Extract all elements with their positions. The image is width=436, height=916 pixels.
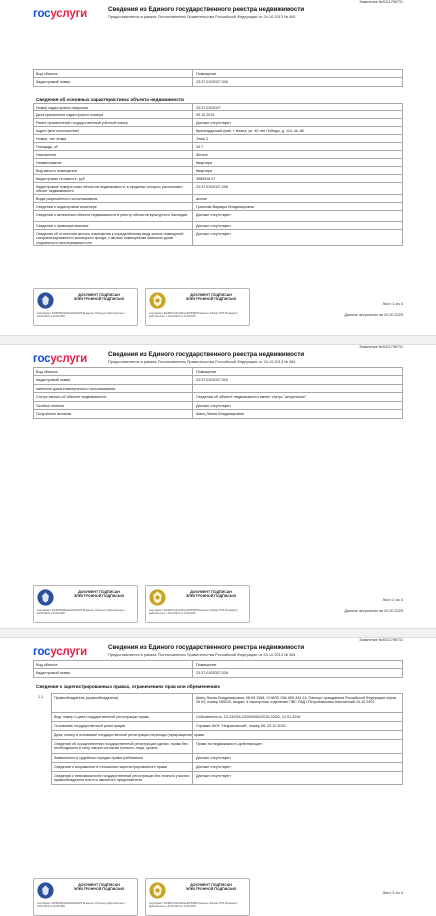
column-divider bbox=[192, 731, 193, 739]
document-title: Сведения из Единого государственного реестра недвижимости bbox=[108, 351, 305, 358]
column-divider bbox=[192, 763, 193, 771]
coat-of-arms-icon bbox=[149, 589, 166, 606]
table-row bbox=[33, 660, 403, 669]
coat-of-arms-icon bbox=[37, 882, 54, 899]
column-divider bbox=[192, 754, 193, 762]
column-divider bbox=[192, 669, 193, 677]
data-actual-date: Данные актуальны на 20.00.2025 bbox=[344, 313, 403, 317]
item-number: 1.1 bbox=[38, 695, 44, 699]
signature-stamps bbox=[33, 288, 263, 326]
column-divider bbox=[192, 410, 193, 418]
field-label: Сведения об отнесении жилого помещения к определённому виду жилых помещений специализированного жилищного фонда, к жилым помещениям наемного дома социального использования или bbox=[36, 231, 184, 245]
field-label: Заявленные в судебном порядке права требования bbox=[54, 755, 143, 760]
column-divider bbox=[192, 722, 193, 730]
sheet-3 bbox=[0, 638, 436, 909]
field-value: Сведения об объекте недвижимости имеют статус "актуальные" bbox=[196, 394, 307, 399]
signature-stamps bbox=[33, 585, 263, 623]
table-row bbox=[33, 230, 403, 246]
statement-number: Заявление №5311798731 bbox=[359, 638, 403, 642]
field-value: Грязнова Варвара Владимировна bbox=[196, 204, 254, 209]
table-row bbox=[33, 167, 403, 175]
field-label: Виды разрешённого использования bbox=[36, 196, 98, 201]
column-divider bbox=[192, 159, 193, 166]
page-number: Лист 1 из 4 bbox=[382, 301, 403, 306]
table-row bbox=[33, 393, 403, 402]
column-divider bbox=[192, 713, 193, 721]
field-value: 23:37:0102027:258 bbox=[196, 184, 228, 189]
field-label: Особые отметки bbox=[36, 403, 65, 408]
table-row bbox=[51, 763, 403, 772]
field-label: Вид объекта bbox=[36, 662, 58, 667]
table-row bbox=[33, 195, 403, 203]
signature-stamps bbox=[33, 878, 263, 909]
coat-of-arms-icon bbox=[37, 589, 54, 606]
table-row bbox=[33, 175, 403, 183]
sheet-1 bbox=[0, 0, 436, 335]
field-value: 23:37:0102027 bbox=[196, 105, 221, 110]
field-value: Собственность, 23-23/026-23/026/063/2015-325/2, 12.01.2016 bbox=[196, 714, 301, 719]
gosuslugi-logo: госуслуги bbox=[33, 8, 88, 20]
field-label: Кадастровая стоимость, руб bbox=[36, 176, 85, 181]
field-value: Данные отсутствуют bbox=[196, 773, 231, 778]
field-label: Вид объекта bbox=[36, 71, 58, 76]
signature-stamp-rosreestr: ДОКУМЕНТ ПОДПИСАН ЭЛЕКТРОННОЙ ПОДПИСЬЮ Сертификат: 6f1d9fb7b4bc22bb1e4b1f539f5 Владелец: Филиал ППК Роскадастр Действителен: с 20.03.2024 по 13.06.2025 bbox=[145, 585, 250, 623]
column-divider bbox=[192, 111, 193, 118]
page-separator bbox=[0, 628, 436, 638]
column-divider bbox=[192, 230, 193, 245]
signature-stamp-fns: ДОКУМЕНТ ПОДПИСАН ЭЛЕКТРОННОЙ ПОДПИСЬЮ Сертификат: 01f3f35b5d2bc8efa0f3e5cf3f Владелец: Росреестр Действителен: с 03.06.2024 по 29.08.2025 bbox=[33, 585, 138, 623]
field-label: Правообладатель (правообладатели) bbox=[54, 695, 119, 700]
field-value: Данные отсутствуют bbox=[196, 755, 231, 760]
coat-of-arms-icon bbox=[37, 292, 54, 309]
field-label: Дата, номер и основание государственной регистрации перехода (прекращения) права bbox=[54, 732, 204, 737]
field-value: Этаж 3 bbox=[196, 136, 208, 141]
column-divider bbox=[192, 183, 193, 194]
table-row bbox=[51, 713, 403, 722]
table-row bbox=[33, 367, 403, 376]
field-label: Кадастровый номер bbox=[36, 670, 71, 675]
field-label: Сведения об осуществлении государственной регистрации сделки, права без необходимого в силу закона согласия третьего лица, органа bbox=[54, 741, 188, 751]
table-row bbox=[33, 385, 403, 393]
field-value: Данные отсутствуют bbox=[196, 764, 231, 769]
field-label: Сведения о невозможности государственной регистрации без личного участия правообладателя или его законного представителя bbox=[54, 773, 190, 783]
field-value: Справка ЖСК "Некрасовский", номер 68, 23.12.2015 bbox=[196, 723, 286, 728]
field-label: Сведения о возражении в отношении зарегистрированного права bbox=[54, 764, 167, 769]
field-value: Швец Лилия Владимировна bbox=[196, 411, 244, 416]
field-label: Ранее присвоенный государственный учётный номер bbox=[36, 120, 128, 125]
document-subtitle: Предоставляется в рамках Постановления Правительства Российской Федерации от 24.10.2013 № 861 bbox=[108, 652, 296, 657]
column-divider bbox=[192, 368, 193, 375]
table-row bbox=[33, 669, 403, 678]
field-label: Адрес (местоположение) bbox=[36, 128, 79, 133]
field-value: Данные отсутствуют bbox=[196, 231, 231, 236]
field-value: Право на недвижимость действующее bbox=[196, 741, 262, 746]
field-value: 23:37:0102027:326 bbox=[196, 670, 228, 675]
field-value: Швец Лилия Владимировна, 08.09.1958, СНИЛС 036-059-344 24, Паспорт гражданина Российской Федерации серия 30 03, номер 265220, выдан: 4 паспортное отделение ПВС УВД г.Петропавловск-Камчатский 24.10.2003 bbox=[196, 695, 397, 705]
field-value: 23:37:0102027:326 bbox=[196, 377, 228, 382]
table-row bbox=[51, 731, 403, 740]
field-value: Квартира bbox=[196, 168, 212, 173]
coat-of-arms-icon bbox=[149, 882, 166, 899]
signature-stamp-fns: ДОКУМЕНТ ПОДПИСАН ЭЛЕКТРОННОЙ ПОДПИСЬЮ Сертификат: 01f3f35b5d2bc8efa0f3e5cf3f Владелец: Росреестр Действителен: с 03.06.2024 по 29.08.2025 bbox=[33, 878, 138, 916]
document-title: Сведения из Единого государственного реестра недвижимости bbox=[108, 6, 305, 13]
field-label: Основание государственной регистрации bbox=[54, 723, 126, 728]
column-divider bbox=[192, 151, 193, 158]
column-divider bbox=[192, 127, 193, 134]
field-value: Помещение bbox=[196, 369, 217, 374]
field-label: Площадь, м² bbox=[36, 144, 58, 149]
field-value: Помещение bbox=[196, 662, 217, 667]
column-divider bbox=[192, 104, 193, 110]
field-value: Помещение bbox=[196, 71, 217, 76]
field-label: Сведения о включении объекта недвижимости в реестр объектов культурного наследия bbox=[36, 212, 188, 217]
field-value: Краснодарский край, г. Анапа, ул. 40 лет Победы, д. 114, кв. 68 bbox=[196, 128, 304, 133]
column-divider bbox=[192, 393, 193, 401]
column-divider bbox=[192, 385, 193, 392]
field-value: жилое bbox=[196, 196, 207, 201]
data-actual-date: Данные актуальны на 20.00.2025 bbox=[344, 609, 403, 613]
field-value: 23:37:0102027:326 bbox=[196, 79, 228, 84]
document-title: Сведения из Единого государственного реестра недвижимости bbox=[108, 644, 305, 651]
table-row bbox=[33, 151, 403, 159]
section-title: Сведения об основных характеристиках объекта недвижимости bbox=[36, 97, 184, 102]
column-divider bbox=[192, 119, 193, 126]
statement-number: Заявление №5311798731 bbox=[359, 0, 403, 4]
field-value: 34.7 bbox=[196, 144, 204, 149]
table-row bbox=[33, 69, 403, 78]
table-row bbox=[33, 183, 403, 195]
field-value: 09.12.2015 bbox=[196, 112, 215, 117]
table-row bbox=[33, 135, 403, 143]
table-row bbox=[33, 78, 403, 87]
table-row bbox=[33, 211, 403, 222]
field-value: Квартира bbox=[196, 160, 212, 165]
table-row bbox=[33, 410, 403, 419]
field-value: Жилое bbox=[196, 152, 208, 157]
page-separator bbox=[0, 335, 436, 345]
field-label: Номер кадастрового квартала bbox=[36, 105, 88, 110]
column-divider bbox=[192, 167, 193, 174]
table-row bbox=[33, 119, 403, 127]
column-divider bbox=[192, 175, 193, 182]
table-row bbox=[33, 402, 403, 410]
gosuslugi-logo: госуслуги bbox=[33, 353, 88, 365]
section-title: Сведения о зарегистрированных правах, ограничениях прав или обременениях bbox=[36, 684, 220, 689]
page-number: Лист 2 из 4 bbox=[382, 597, 403, 602]
column-divider bbox=[192, 143, 193, 150]
field-value: 3989518.47 bbox=[196, 176, 216, 181]
column-divider bbox=[192, 740, 193, 753]
column-divider bbox=[192, 195, 193, 202]
column-divider bbox=[192, 203, 193, 210]
field-label: Кадастровый номер bbox=[36, 79, 71, 84]
column-divider bbox=[192, 222, 193, 229]
field-label: Дата присвоения кадастрового номера bbox=[36, 112, 103, 117]
signature-stamp-fns: ДОКУМЕНТ ПОДПИСАН ЭЛЕКТРОННОЙ ПОДПИСЬЮ Сертификат: 01f3f35b5d2bc8efa0f3e5cf3f Владелец: Росреестр Действителен: с 03.06.2024 по 29.08.2025 bbox=[33, 288, 138, 326]
statement-number: Заявление №5311798731 bbox=[359, 345, 403, 349]
table-row bbox=[33, 111, 403, 119]
column-divider bbox=[192, 211, 193, 221]
field-label: Номер, тип этажа bbox=[36, 136, 67, 141]
column-divider bbox=[192, 135, 193, 142]
field-value: Данные отсутствуют bbox=[196, 212, 231, 217]
field-label: Сведения о кадастровом инженере bbox=[36, 204, 97, 209]
column-divider bbox=[192, 694, 193, 712]
column-divider bbox=[192, 70, 193, 77]
document-subtitle: Предоставляется в рамках Постановления Правительства Российской Федерации от 24.10.2013 № 861 bbox=[108, 359, 296, 364]
column-divider bbox=[192, 78, 193, 86]
field-label: Получатель выписки bbox=[36, 411, 72, 416]
signature-stamp-rosreestr: ДОКУМЕНТ ПОДПИСАН ЭЛЕКТРОННОЙ ПОДПИСЬЮ Сертификат: 6f1d9fb7b4bc22bb1e4b1f539f5 Владелец: Филиал ППК Роскадастр Действителен: с 20.03.2024 по 13.06.2025 bbox=[145, 878, 250, 916]
field-label: наёмного дома коммерческого использования bbox=[36, 386, 116, 391]
field-label: Вид жилого помещения bbox=[36, 168, 77, 173]
field-label: Наименование bbox=[36, 160, 62, 165]
table-row bbox=[33, 376, 403, 385]
column-divider bbox=[192, 661, 193, 668]
field-label: Вид объекта bbox=[36, 369, 58, 374]
column-divider bbox=[192, 772, 193, 784]
field-value: Данные отсутствуют bbox=[196, 223, 231, 228]
column-divider bbox=[192, 376, 193, 384]
signature-stamp-rosreestr: ДОКУМЕНТ ПОДПИСАН ЭЛЕКТРОННОЙ ПОДПИСЬЮ Сертификат: 6f1d9fb7b4bc22bb1e4b1f539f5 Владелец: Филиал ППК Роскадастр Действителен: с 20.03.2024 по 13.06.2025 bbox=[145, 288, 250, 326]
field-label: Кадастровый номер bbox=[36, 377, 71, 382]
table-row bbox=[51, 693, 403, 713]
document-subtitle: Предоставляется в рамках Постановления Правительства Российской Федерации от 24.10.2013 № 861 bbox=[108, 14, 296, 19]
table-row bbox=[33, 143, 403, 151]
field-value: Данные отсутствуют bbox=[196, 403, 231, 408]
field-label: Вид, номер и дата государственной регистрации права bbox=[54, 714, 149, 719]
field-label: Кадастровые номера иных объектов недвижимости, в пределах которых расположен объект недвижимости bbox=[36, 184, 183, 194]
table-row bbox=[51, 754, 403, 763]
table-row bbox=[33, 127, 403, 135]
page-number: Лист 3 из 4 bbox=[382, 890, 403, 895]
field-label: Сведения о правопритязаниях bbox=[36, 223, 89, 228]
table-row bbox=[51, 772, 403, 785]
table-row bbox=[51, 740, 403, 754]
table-row bbox=[33, 159, 403, 167]
field-label: Статус записи об объекте недвижимости bbox=[36, 394, 107, 399]
field-label: Назначение bbox=[36, 152, 57, 157]
table-row bbox=[33, 203, 403, 211]
table-row bbox=[33, 222, 403, 230]
coat-of-arms-icon bbox=[149, 292, 166, 309]
gosuslugi-logo: госуслуги bbox=[33, 646, 88, 658]
field-value: Данные отсутствуют bbox=[196, 120, 231, 125]
table-row bbox=[33, 103, 403, 111]
sheet-2 bbox=[0, 345, 436, 628]
table-row bbox=[51, 722, 403, 731]
column-divider bbox=[192, 402, 193, 409]
